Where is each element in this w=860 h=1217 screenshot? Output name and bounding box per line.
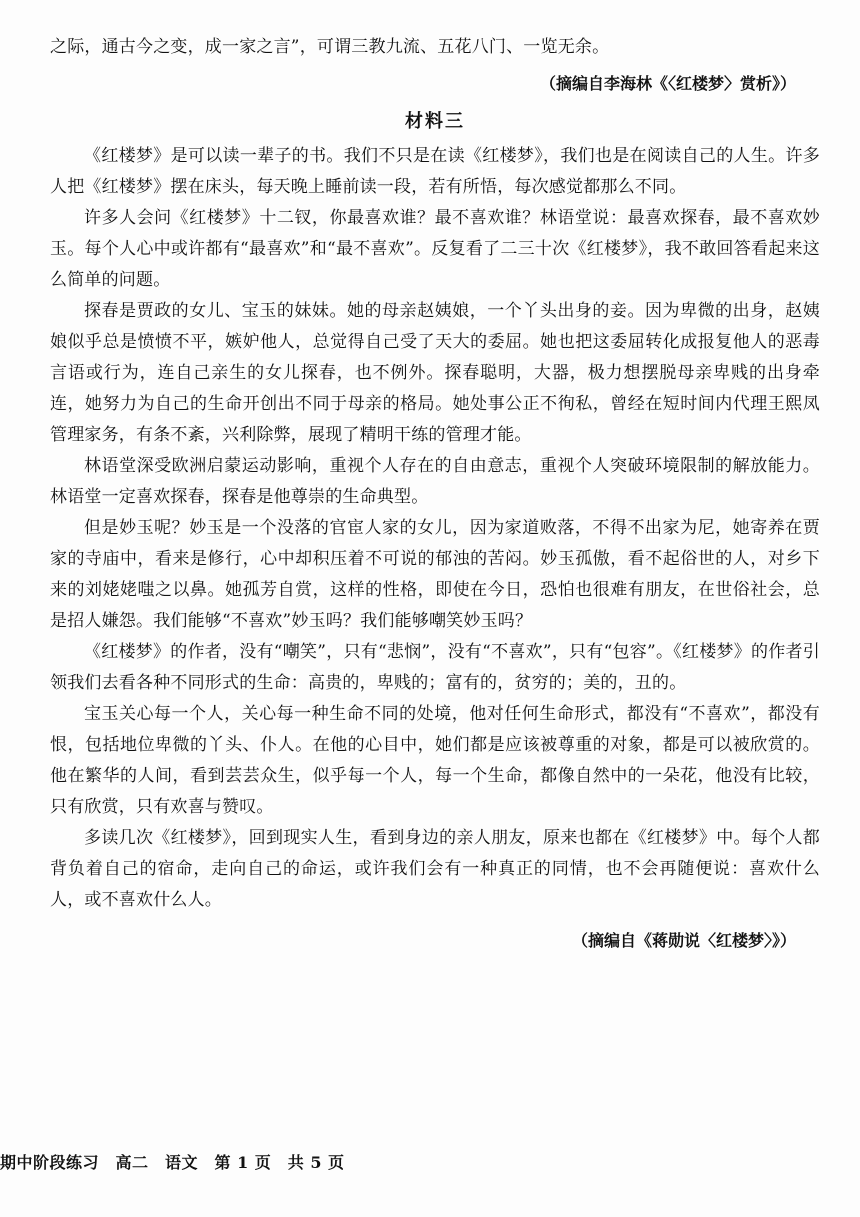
paragraph-6: 《红楼梦》的作者，没有“嘲笑”，只有“悲悯”，没有“不喜欢”，只有“包容”。《红楼梦》的作者引领我们去看各种不同形式的生命：高贵的，卑贱的；富有的，贫穷的；美的，丑的。 bbox=[50, 642, 820, 693]
page-footer: 期中阶段练习 高二 语文 第 1 页 共 5 页 bbox=[0, 1153, 345, 1172]
paragraph-1: 《红楼梦》是可以读一辈子的书。我们不只是在读《红楼梦》，我们也是在阅读自己的人生。许多人把《红楼梦》摆在床头，每天晚上睡前读一段，若有所悟，每次感觉都那么不同。 bbox=[50, 146, 820, 197]
paragraph-7: 宝玉关心每一个人，关心每一种生命不同的处境，他对任何生命形式，都没有“不喜欢”，都没有恨，包括地位卑微的丫头、仆人。在他的心目中，她们都是应该被尊重的对象，都是可以被欣赏的。他在繁华的人间，看到芸芸众生，似乎每一个人，每一个生命，都像自然中的一朵花，他没有比较，只有欣赏，只有欢喜与赞叹。 bbox=[50, 704, 820, 817]
paragraph-4: 林语堂深受欧洲启蒙运动影响，重视个人存在的自由意志，重视个人突破环境限制的解放能力。林语堂一定喜欢探春，探春是他尊崇的生命典型。 bbox=[50, 456, 820, 507]
paragraph-8: 多读几次《红楼梦》，回到现实人生，看到身边的亲人朋友，原来也都在《红楼梦》中。每个人都背负着自己的宿命，走向自己的命运，或许我们会有一种真正的同情，也不会再随便说：喜欢什么人，或不喜欢什么人。 bbox=[50, 828, 820, 910]
paragraph-2: 许多人会问《红楼梦》十二钗，你最喜欢谁？最不喜欢谁？林语堂说：最喜欢探春，最不喜欢妙玉。每个人心中或许都有“最喜欢”和“最不喜欢”。反复看了二三十次《红楼梦》，我不敢回答看起来这么简单的问题。 bbox=[50, 208, 820, 290]
source-citation-material-2: （摘编自李海林《〈红楼梦〉赏析》） bbox=[539, 74, 796, 93]
paragraph-5: 但是妙玉呢？妙玉是一个没落的官宦人家的女儿，因为家道败落，不得不出家为尼，她寄养在贾家的寺庙中，看来是修行，心中却积压着不可说的郁浊的苦闷。妙玉孤傲，看不起俗世的人，对乡下来的刘姥姥嗤之以鼻。她孤芳自赏，这样的性格，即使在今日，恐怕也很难有朋友，在世俗社会，总是招人嫌怨。我们能够“不喜欢”妙玉吗？我们能够嘲笑妙玉吗？ bbox=[50, 518, 820, 631]
paragraph-3: 探春是贾政的女儿、宝玉的妹妹。她的母亲赵姨娘，一个丫头出身的妾。因为卑微的出身，赵姨娘似乎总是愤愤不平，嫉妒他人，总觉得自己受了天大的委屈。她也把这委屈转化成报复他人的恶毒言语或行为，连自己亲生的女儿探春，也不例外。探春聪明，大器，极力想摆脱母亲卑贱的出身牵连，她努力为自己的生命开创出不同于母亲的格局。她处事公正不徇私，曾经在短时间内代理王熙凤管理家务，有条不紊，兴利除弊，展现了精明干练的管理才能。 bbox=[50, 301, 820, 445]
source-citation-material-3: （摘编自《蒋勋说〈红楼梦〉》） bbox=[571, 931, 796, 950]
reading-material bbox=[50, 32, 820, 954]
section-title-material-3: 材料三 bbox=[405, 111, 465, 132]
paragraph-continuation: 之际，通古今之变，成一家之言”，可谓三教九流、五花八门、一览无余。 bbox=[50, 37, 610, 57]
